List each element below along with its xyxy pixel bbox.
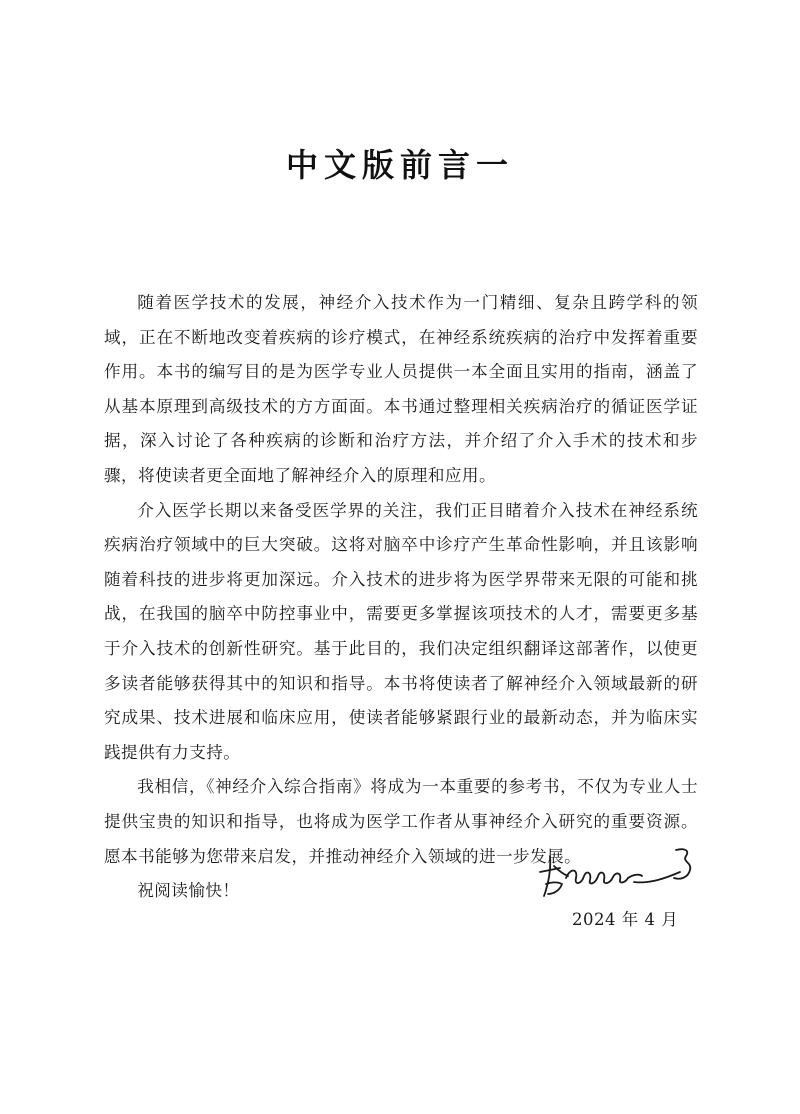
handwritten-signature [530, 838, 710, 908]
paragraph-3: 我相信，《神经介入综合指南》将成为一本重要的参考书，不仅为专业人士提供宝贵的知识和指导，也将成为医学工作者从事神经介入研究的重要资源。愿本书能够为您带来启发，并推动神经介入领域的进一步发展。 [104, 777, 698, 866]
date-line: 2024 年 4 月 [572, 910, 679, 929]
preface-body [104, 286, 698, 909]
closing-line: 祝阅读愉快！ [137, 881, 240, 901]
paragraph-1: 随着医学技术的发展，神经介入技术作为一门精细、复杂且跨学科的领域，正在不断地改变着疾病的诊疗模式，在神经系统疾病的治疗中发挥着重要作用。本书的编写目的是为医学专业人员提供一本全面且实用的指南，涵盖了从基本原理到高级技术的方方面面。本书通过整理相关疾病治疗的循证医学证据，深入讨论了各种疾病的诊断和治疗方法，并介绍了介入手术的技术和步骤，将使读者更全面地了解神经介入的原理和应用。 [104, 293, 698, 485]
paragraph-2: 介入医学长期以来备受医学界的关注，我们正目睹着介入技术在神经系统疾病治疗领域中的巨大突破。这将对脑卒中诊疗产生革命性影响，并且该影响随着科技的进步将更加深远。介入技术的进步将为医学界带来无限的可能和挑战，在我国的脑卒中防控事业中，需要更多掌握该项技术的人才，需要更多基于介入技术的创新性研究。基于此目的，我们决定组织翻译这部著作，以使更多读者能够获得其中的知识和指导。本书将使读者了解神经介入领域最新的研究成果、技术进展和临床应用，使读者能够紧跟行业的最新动态，并为临床实践提供有力支持。 [104, 500, 698, 762]
page-title: 中文版前言一 [285, 146, 514, 184]
